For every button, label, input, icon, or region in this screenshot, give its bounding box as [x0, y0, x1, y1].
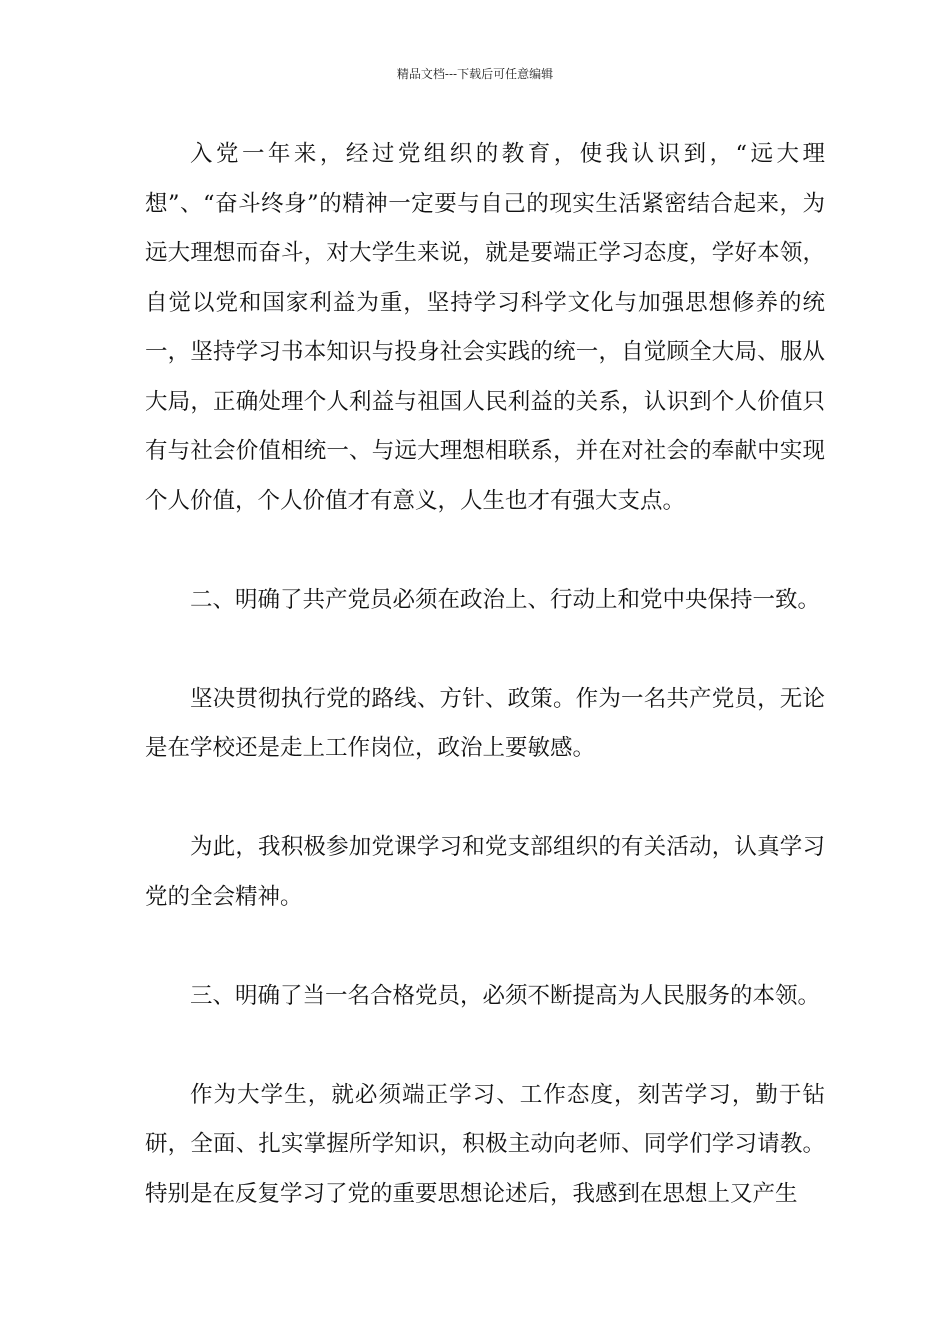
paragraph: 为此，我积极参加党课学习和党支部组织的有关活动，认真学习党的全会精神。 — [145, 834, 825, 910]
section-heading: 二、明确了共产党员必须在政治上、行动上和党中央保持一致。 — [190, 586, 821, 613]
paragraph-spacer — [145, 625, 825, 675]
paragraph-spacer — [145, 1021, 825, 1071]
document-body — [145, 130, 825, 1219]
paragraph-spacer — [145, 526, 825, 576]
paragraph-spacer — [145, 774, 825, 824]
page-header: 精品文档---下载后可任意编辑 — [396, 67, 554, 81]
paragraph: 坚决贯彻执行党的路线、方针、政策。作为一名共产党员，无论是在学校还是走上工作岗位，政治上要敏感。 — [145, 685, 825, 761]
section-heading: 三、明确了当一名合格党员，必须不断提高为人民服务的本领。 — [190, 982, 821, 1009]
paragraph: 作为大学生，就必须端正学习、工作态度，刻苦学习，勤于钻研，全面、扎实掌握所学知识，积极主动向老师、同学们学习请教。特别是在反复学习了党的重要思想论述后，我感到在思想上又产生 — [145, 1081, 825, 1207]
paragraph: 入党一年来，经过党组织的教育，使我认识到，“远大理想”、“奋斗终身”的精神一定要与自己的现实生活紧密结合起来，为远大理想而奋斗，对大学生来说，就是要端正学习态度，学好本领，自觉以党和国家利益为重，坚持学习科学文化与加强思想修养的统一，坚持学习书本知识与投身社会实践的统一，自觉顾全大局、服从大局，正确处理个人利益与祖国人民利益的关系，认识到个人价值只有与社会价值相统一、与远大理想相联系，并在对社会的奉献中实现个人价值，个人价值才有意义，人生也才有强大支点。 — [145, 141, 825, 514]
paragraph-spacer — [145, 922, 825, 972]
